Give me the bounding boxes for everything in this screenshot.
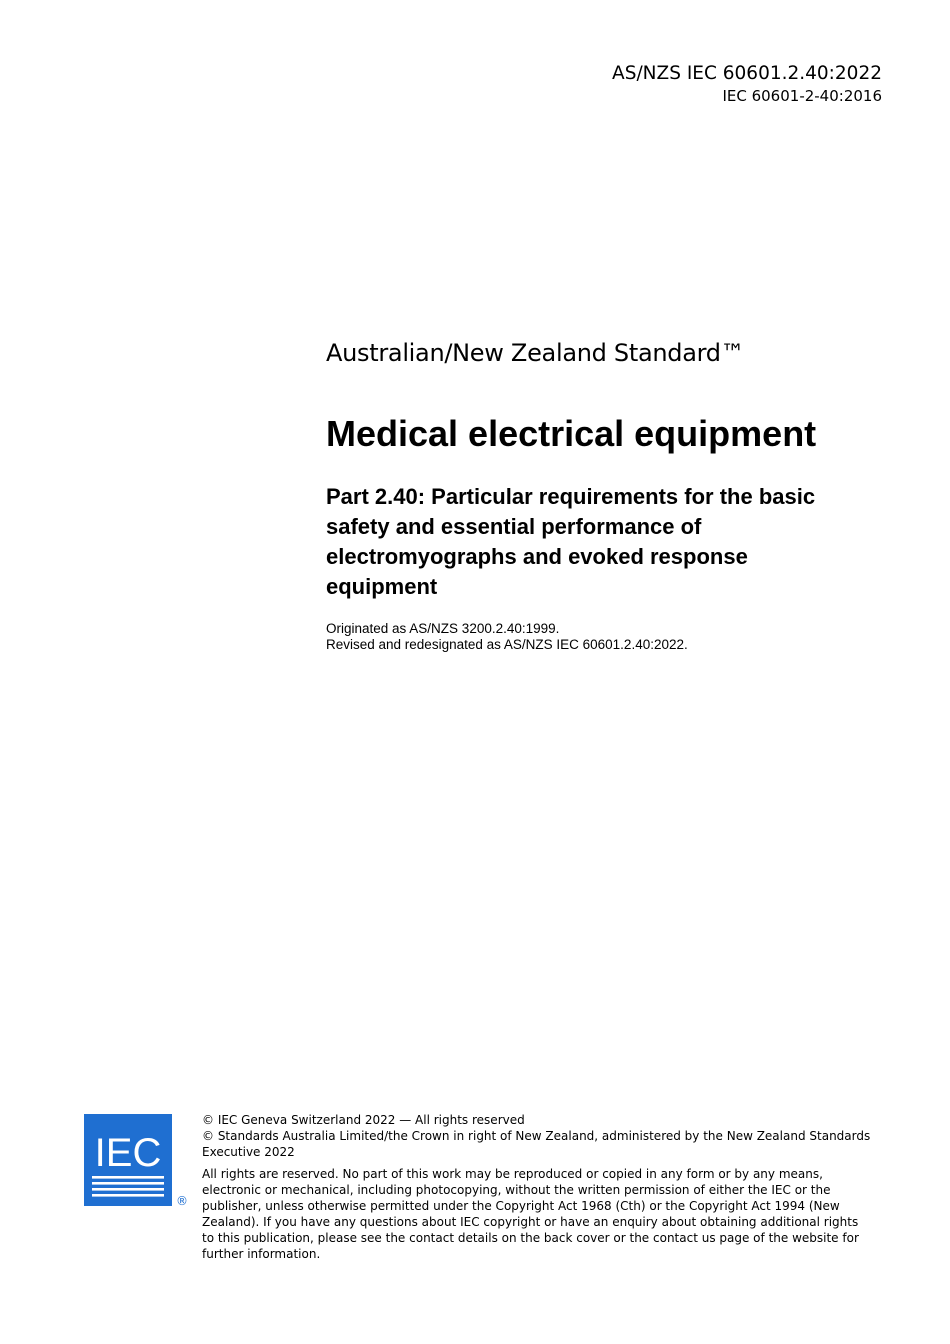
standard-number: AS/NZS IEC 60601.2.40:2022 (612, 63, 882, 84)
series-name: Australian/New Zealand Standard™ (326, 339, 745, 367)
iec-logo-text: IEC (94, 1131, 162, 1175)
originated-note: Originated as AS/NZS 3200.2.40:1999. (326, 621, 560, 636)
copyright-iec: © IEC Geneva Switzerland 2022 — All rights reserved (202, 1113, 525, 1127)
revised-note: Revised and redesignated as AS/NZS IEC 60601.2.40:2022. (326, 637, 688, 652)
rights-notice: All rights are reserved. No part of this work may be reproduced or copied in any form or by any means, electronic or mechanical, including photocopying, without the written permission of either the IEC or the publisher, unless otherwise permitted under the Copyright Act 1968 (Cth) or the Copyright Act 1994 (New Zealand). If you have any questions about IEC copyright or have an enquiry about obtaining additional rights to this publication, please see the contact details on the back cover or the contact us page of the website for further information. (202, 1167, 859, 1261)
title-block (326, 336, 886, 653)
registered-mark-icon: ® (176, 1194, 188, 1207)
document-identifiers (612, 62, 882, 106)
iec-logo (84, 1114, 190, 1207)
part-title: Part 2.40: Particular requirements for the basic safety and essential performance of electromyographs and evoked response equipment (326, 484, 816, 599)
iec-number: IEC 60601-2-40:2016 (722, 87, 882, 105)
page-title: Medical electrical equipment (326, 413, 817, 454)
copyright-notice (202, 1112, 882, 1262)
copyright-standards-australia: © Standards Australia Limited/the Crown in right of New Zealand, administered by the New Zealand Standards Executive 2022 (202, 1129, 871, 1159)
publication-history (326, 621, 886, 653)
